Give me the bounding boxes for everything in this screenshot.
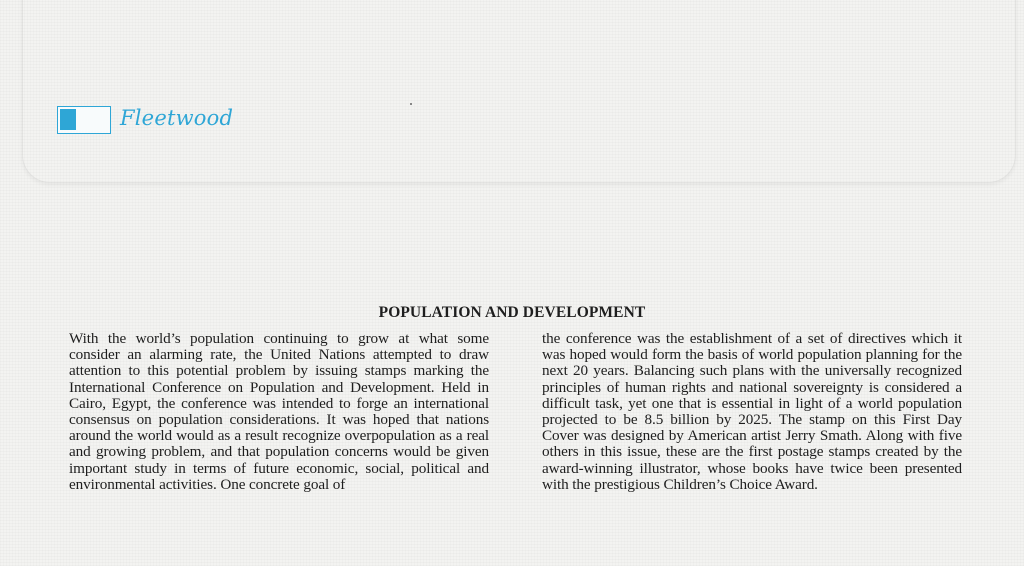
logo-wordmark: Fleetwood [120,106,234,130]
logo-fill [60,109,76,130]
envelope-flap [22,0,1016,183]
logo-box-icon [57,106,111,134]
article-column-right: the conference was the establishment of a set of directives which it was hoped would form the basis of world population planning for the next 20 years. Balancing such plans with the universally recognized principles of human rights and national sovereignty is considered a difficult task, yet one that is essential in light of a world population projected to be 8.5 billion by 2025. The stamp on this First Day Cover was designed by American artist Jerry Smath. Along with five others in this issue, these are the first postage stamps created by the award-winning illustrator, whose books have twice been presented with the prestigious Children’s Choice Award. [542,330,962,493]
article-column-left: With the world’s population continuing to grow at what some consider an alarming rate, the United Nations attempted to draw attention to this potential problem by issuing stamps marking the International Conference on Population and Development. Held in Cairo, Egypt, the conference was intended to forge an international consensus on population considerations. It was hoped that nations around the world would as a result recognize overpopulation as a real and growing problem, and that population concerns would be given important study in terms of future economic, social, political and environmental activities. One concrete goal of [69,330,489,493]
article-title: POPULATION AND DEVELOPMENT [378,304,646,321]
paper-speck [410,103,412,105]
